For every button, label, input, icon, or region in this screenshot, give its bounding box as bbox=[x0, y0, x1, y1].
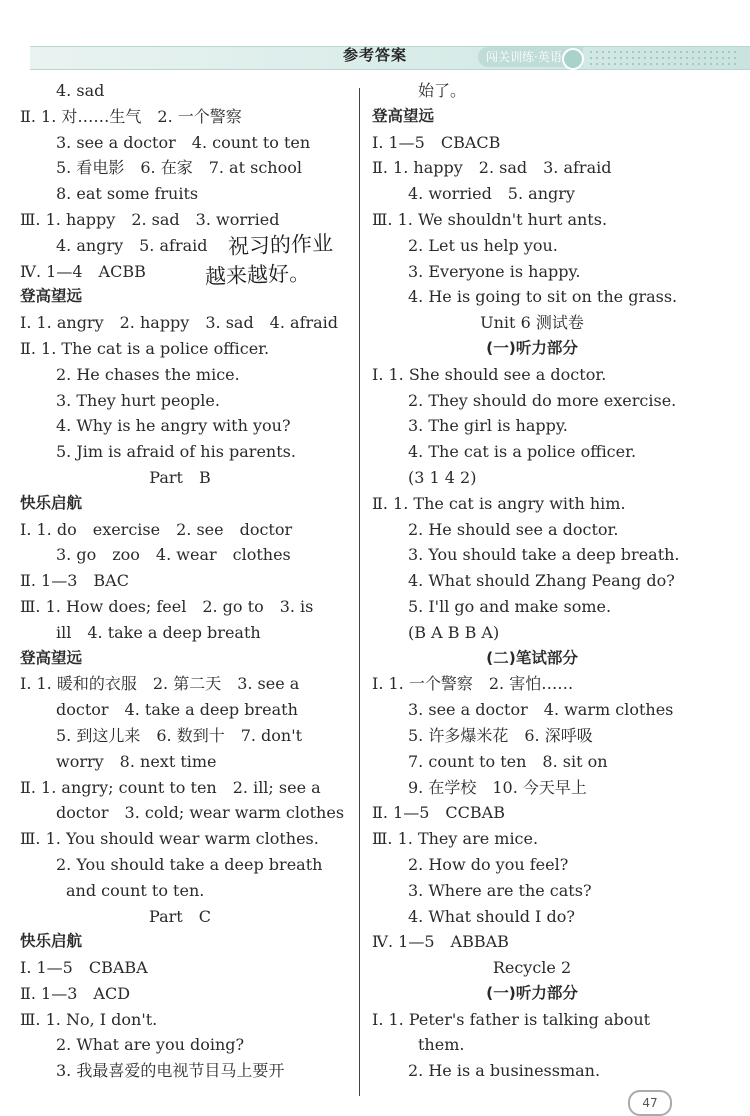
answer-line: Ⅰ. 1. 暖和的衣服 2. 第二天 3. see a bbox=[20, 674, 300, 694]
answer-line: Part B bbox=[149, 467, 211, 487]
answer-line: 3. They hurt people. bbox=[56, 390, 220, 410]
answer-line: Part C bbox=[149, 906, 211, 926]
answer-line: 5. 到这儿来 6. 数到十 7. don't bbox=[56, 725, 303, 745]
answer-line: Ⅱ. 1. The cat is angry with him. bbox=[372, 493, 626, 513]
answer-line: 9. 在学校 10. 今天早上 bbox=[408, 777, 587, 797]
answer-line: Ⅱ. 1. 对……生气 2. 一个警察 bbox=[20, 106, 242, 126]
answer-line: ill 4. take a deep breath bbox=[56, 622, 261, 642]
section-heading: (二)笔试部分 bbox=[486, 648, 578, 667]
answer-line: worry 8. next time bbox=[56, 751, 217, 771]
answer-line: Ⅱ. 1—3 ACD bbox=[20, 983, 131, 1003]
answer-line: Recycle 2 bbox=[492, 958, 572, 978]
answer-line: 4. The cat is a police officer. bbox=[408, 442, 637, 462]
answer-line: Ⅱ. 1. angry; count to ten 2. ill; see a bbox=[20, 777, 321, 797]
answer-line: 2. What are you doing? bbox=[56, 1035, 245, 1055]
answer-line: 2. He chases the mice. bbox=[56, 364, 240, 384]
answer-line: 3. Where are the cats? bbox=[408, 880, 592, 900]
answer-line: 3. The girl is happy. bbox=[408, 416, 568, 436]
answer-line: Ⅰ. 1—5 CBABA bbox=[20, 958, 148, 978]
answer-line: Ⅰ. 1. Peter's father is talking about bbox=[372, 1009, 651, 1029]
answer-line: Ⅱ. 1. happy 2. sad 3. afraid bbox=[372, 158, 612, 178]
section-heading: 登高望远 bbox=[20, 287, 83, 306]
answer-line: Ⅲ. 1. No, I don't. bbox=[20, 1009, 158, 1029]
answer-line: Ⅲ. 1. We shouldn't hurt ants. bbox=[372, 209, 608, 229]
answer-line: 4. angry 5. afraid bbox=[56, 235, 208, 255]
answer-line: 2. How do you feel? bbox=[408, 854, 569, 874]
section-heading: 登高望远 bbox=[372, 106, 435, 125]
page-header bbox=[0, 0, 750, 80]
answer-line: 3. You should take a deep breath. bbox=[408, 545, 680, 565]
section-heading: 快乐启航 bbox=[20, 493, 83, 512]
answer-line: 2. Let us help you. bbox=[408, 235, 558, 255]
answer-line: 4. What should Zhang Peang do? bbox=[408, 571, 675, 591]
answer-line: 4. Why is he angry with you? bbox=[56, 416, 291, 436]
answer-line: 2. He should see a doctor. bbox=[408, 519, 619, 539]
answer-line: and count to ten. bbox=[66, 880, 205, 900]
answer-line: Ⅲ. 1. How does; feel 2. go to 3. is bbox=[20, 596, 314, 616]
answer-line: 2. They should do more exercise. bbox=[408, 390, 677, 410]
answer-line: Ⅲ. 1. You should wear warm clothes. bbox=[20, 829, 319, 849]
answer-line: 4. What should I do? bbox=[408, 906, 575, 926]
handwritten-note-line-2: 越来越好。 bbox=[204, 261, 311, 289]
answer-line: 3. Everyone is happy. bbox=[408, 261, 581, 281]
section-heading: (一)听力部分 bbox=[486, 338, 578, 357]
answer-line: 2. You should take a deep breath bbox=[56, 854, 323, 874]
section-heading: 登高望远 bbox=[20, 648, 83, 667]
page-number: 47 bbox=[628, 1090, 672, 1116]
answer-line: Ⅲ. 1. They are mice. bbox=[372, 829, 539, 849]
answer-line: Ⅳ. 1—5 ABBAB bbox=[372, 932, 509, 952]
answer-line: 5. I'll go and make some. bbox=[408, 596, 612, 616]
answer-line: them. bbox=[418, 1035, 465, 1055]
answer-line: 2. He is a businessman. bbox=[408, 1061, 601, 1081]
answer-line: Ⅰ. 1. angry 2. happy 3. sad 4. afraid bbox=[20, 313, 339, 333]
answer-line: Ⅰ. 1. do exercise 2. see doctor bbox=[20, 519, 293, 539]
answer-line: 4. sad bbox=[56, 81, 105, 100]
answer-line: 始了。 bbox=[418, 81, 467, 100]
answer-line: 3. see a doctor 4. warm clothes bbox=[408, 700, 674, 720]
answer-line: Ⅰ. 1—5 CBACB bbox=[372, 132, 501, 152]
answer-line: Ⅳ. 1—4 ACBB bbox=[20, 261, 146, 281]
answer-line: 7. count to ten 8. sit on bbox=[408, 751, 608, 771]
answer-line: 5. 许多爆米花 6. 深呼吸 bbox=[408, 725, 593, 745]
answer-line: Ⅲ. 1. happy 2. sad 3. worried bbox=[20, 209, 280, 229]
answer-line: Ⅱ. 1—5 CCBAB bbox=[372, 803, 505, 823]
answer-line: 3. see a doctor 4. count to ten bbox=[56, 132, 311, 152]
header-decoration: 闯关训练·英语 bbox=[478, 47, 583, 67]
answer-line: (3 1 4 2) bbox=[408, 467, 477, 487]
answer-line: Ⅱ. 1—3 BAC bbox=[20, 571, 129, 591]
answer-line: Ⅰ. 1. 一个警察 2. 害怕…… bbox=[372, 674, 574, 694]
answer-line: 4. worried 5. angry bbox=[408, 184, 575, 204]
answer-line: 3. 我最喜爱的电视节目马上要开 bbox=[56, 1061, 285, 1081]
answer-line: Ⅱ. 1. The cat is a police officer. bbox=[20, 338, 270, 358]
answer-line: 5. Jim is afraid of his parents. bbox=[56, 442, 296, 462]
answer-line: 3. go zoo 4. wear clothes bbox=[56, 545, 291, 565]
handwritten-note-line-1: 祝习的作业 bbox=[227, 231, 334, 259]
answer-line: Ⅰ. 1. She should see a doctor. bbox=[372, 364, 607, 384]
answer-line: (B A B B A) bbox=[408, 622, 500, 642]
column-divider bbox=[359, 88, 360, 1096]
page-title: 参考答案 bbox=[342, 46, 407, 64]
answer-line: doctor 4. take a deep breath bbox=[56, 700, 298, 720]
answer-line: 4. He is going to sit on the grass. bbox=[408, 287, 678, 307]
answer-line: doctor 3. cold; wear warm clothes bbox=[56, 803, 345, 823]
section-heading: 快乐启航 bbox=[20, 932, 83, 951]
answer-line: 8. eat some fruits bbox=[56, 184, 199, 204]
section-heading: (一)听力部分 bbox=[486, 983, 578, 1002]
answer-line: 5. 看电影 6. 在家 7. at school bbox=[56, 158, 302, 178]
right-column bbox=[372, 78, 692, 1084]
answer-line: Unit 6 测试卷 bbox=[480, 313, 584, 333]
